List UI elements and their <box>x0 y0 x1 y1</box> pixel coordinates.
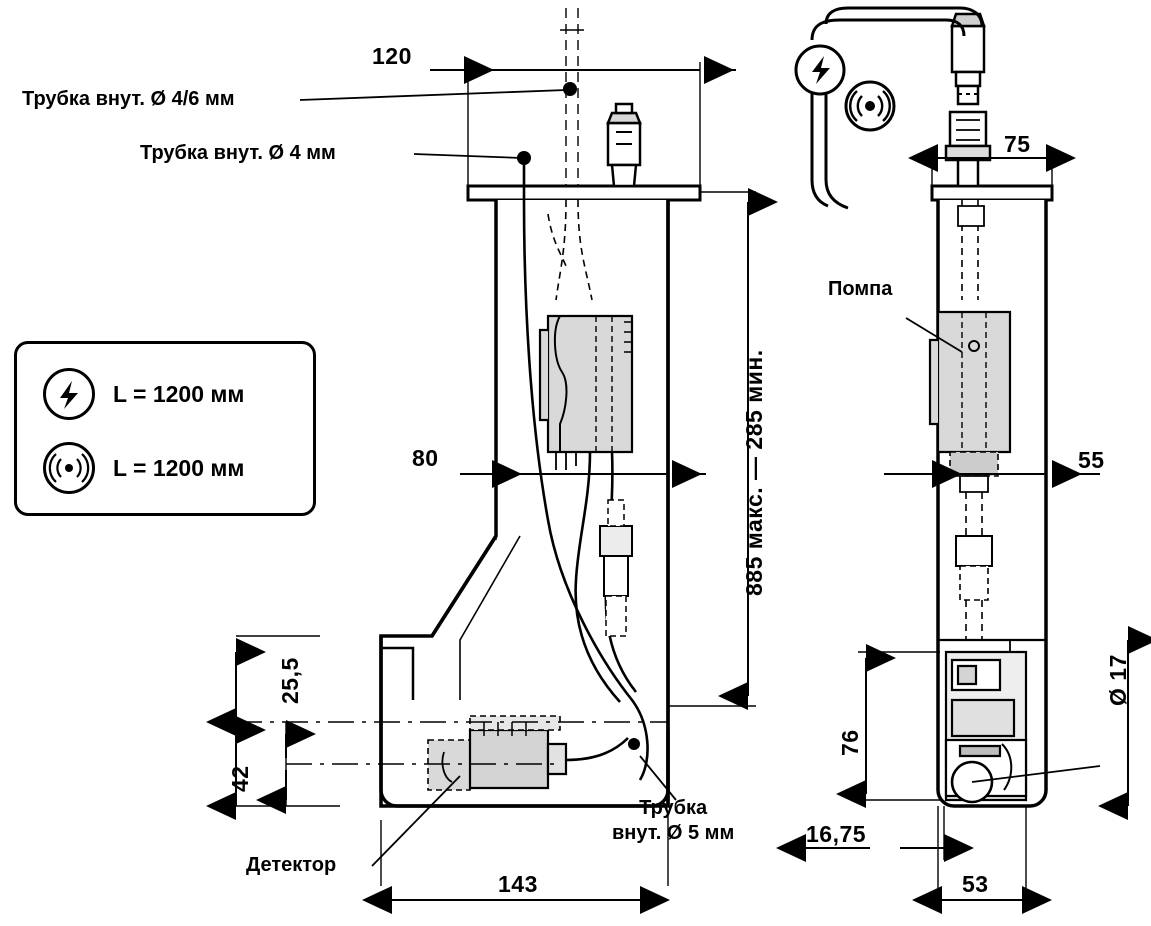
legend-row-power <box>43 368 244 420</box>
legend-row-alarm <box>43 442 244 494</box>
dimension-53: 53 <box>962 871 989 897</box>
dimension-55: 55 <box>1078 447 1105 473</box>
dimension-76: 76 <box>837 729 863 756</box>
callout-tube-5 <box>612 796 734 846</box>
alarm-signal-icon <box>43 442 95 494</box>
dimension-25-5: 25,5 <box>277 657 303 704</box>
power-bolt-icon <box>43 368 95 420</box>
dimension-885-285: 885 макс. — 285 мин. <box>741 349 767 596</box>
callout-tube-4: Трубка внут. Ø 4 мм <box>140 142 336 164</box>
dimension-diameter-17: Ø 17 <box>1105 654 1131 706</box>
dimension-42: 42 <box>227 765 253 792</box>
callout-detector: Детектор <box>246 854 337 876</box>
dimension-75: 75 <box>1004 131 1031 157</box>
dimension-80: 80 <box>412 445 439 471</box>
dimension-120: 120 <box>372 43 412 69</box>
dimension-143: 143 <box>498 871 538 897</box>
dimension-16-75: 16,75 <box>806 821 867 847</box>
callout-tube-5-line1: Трубка <box>639 797 708 819</box>
legend-label-alarm: L = 1200 мм <box>113 454 245 481</box>
legend-label-power: L = 1200 мм <box>113 380 245 407</box>
callout-pump: Помпа <box>828 278 893 300</box>
callout-tube-5-line2: внут. Ø 5 мм <box>612 822 735 844</box>
callout-tube-4-6: Трубка внут. Ø 4/6 мм <box>22 88 235 110</box>
legend-box <box>14 341 316 516</box>
